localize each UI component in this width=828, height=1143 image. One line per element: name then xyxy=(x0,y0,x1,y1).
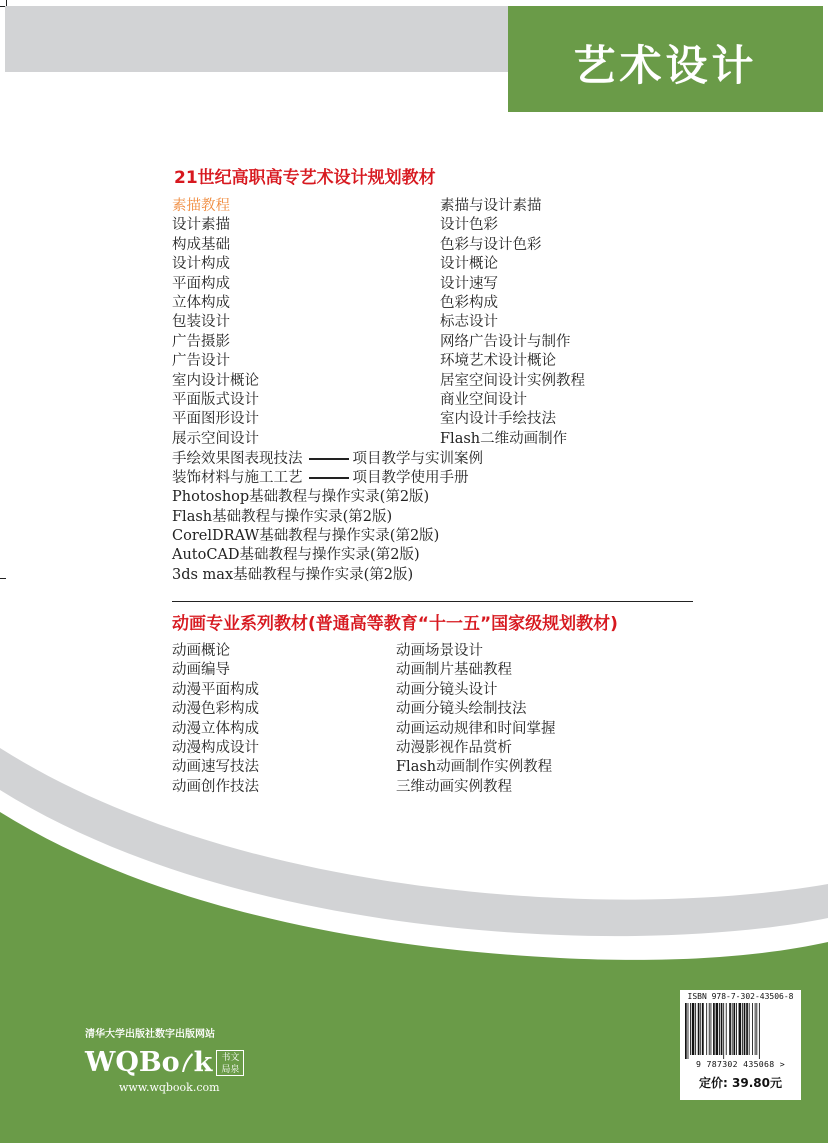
wqbook-logo-text: WQBo xyxy=(85,1047,180,1078)
book-item-wide: 3ds max基础教程与操作实录(第2版) xyxy=(172,567,414,583)
barcode-bar xyxy=(695,1003,696,1055)
book-title: 装饰材料与施工工艺 xyxy=(172,470,303,486)
book-item: 素描与设计素描 xyxy=(440,198,542,214)
book-item: 立体构成 xyxy=(172,294,230,311)
barcode-bar xyxy=(744,1003,746,1055)
book-item: 设计概论 xyxy=(440,256,498,273)
book-item-wide: Photoshop基础教程与操作实录(第2版) xyxy=(172,489,430,505)
publisher-logo xyxy=(85,1028,275,1095)
book-item: 动画运动规律和时间掌握 xyxy=(396,720,556,737)
barcode-bar xyxy=(726,1003,727,1055)
barcode-bar xyxy=(700,1003,701,1055)
cover-title: 艺术设计 xyxy=(573,41,758,90)
book-item: 动漫平面构成 xyxy=(172,681,259,698)
barcode-bar xyxy=(709,1003,710,1055)
book-item: 设计速写 xyxy=(440,275,498,292)
barcode-bar xyxy=(723,1003,724,1059)
barcode-bar xyxy=(721,1003,723,1055)
barcode-bar xyxy=(706,1003,707,1055)
publisher-url[interactable]: www.wqbook.com xyxy=(119,1081,220,1094)
book-item: 动漫色彩构成 xyxy=(172,701,259,718)
barcode-bar xyxy=(692,1003,695,1055)
book-subtitle: 项目教学与实训案例 xyxy=(352,451,483,467)
barcode-bar xyxy=(713,1003,715,1055)
book-item: 三维动画实例教程 xyxy=(396,778,512,795)
book-item: 广告设计 xyxy=(172,353,230,370)
book-item: 商业空间设计 xyxy=(440,391,527,408)
barcode-bar xyxy=(719,1003,720,1055)
book-item: 标志设计 xyxy=(440,314,498,331)
publisher-name: 清华大学出版社数字出版网站 xyxy=(85,1029,215,1040)
isbn-text: ISBN 978-7-302-43506-8 xyxy=(687,992,794,1001)
price-label: 定价: 39.80元 xyxy=(699,1076,782,1090)
book-item: 网络广告设计与制作 xyxy=(440,333,571,350)
barcode-bar xyxy=(756,1003,757,1055)
book-item: Flash动画制作实例教程 xyxy=(396,759,553,776)
book-item: 展示空间设计 xyxy=(172,430,259,447)
wqbook-badge: 书文 局泉 xyxy=(216,1050,244,1076)
barcode-bar xyxy=(711,1003,712,1055)
book-item: 色彩与设计色彩 xyxy=(440,236,542,253)
book-item: 动画速写技法 xyxy=(172,759,259,776)
book-item: 平面图形设计 xyxy=(172,411,259,428)
barcode-bar xyxy=(755,1003,756,1055)
book-item: 平面构成 xyxy=(172,275,230,292)
book-item-wide: Flash基础教程与操作实录(第2版) xyxy=(172,509,393,525)
barcode-bar xyxy=(702,1003,704,1055)
book-item: 动画概论 xyxy=(172,643,230,659)
book-item: 构成基础 xyxy=(172,236,230,253)
book-item: 动漫立体构成 xyxy=(172,720,259,737)
wqbook-logo-suffix: k xyxy=(193,1047,213,1078)
book-item: Flash二维动画制作 xyxy=(440,430,568,447)
book-item: 设计素描 xyxy=(172,217,230,234)
wqbook-logo xyxy=(85,1048,275,1078)
barcode-bar xyxy=(690,1003,691,1055)
barcode-bar xyxy=(732,1003,733,1055)
barcode-bar xyxy=(739,1003,742,1055)
barcode-bar xyxy=(716,1003,719,1055)
book-item: 素描教程 xyxy=(172,198,230,214)
book-item: 广告摄影 xyxy=(172,333,230,350)
barcode-bar xyxy=(742,1003,743,1055)
book-item: 动画分镜头设计 xyxy=(396,681,498,698)
book-item: 动漫构成设计 xyxy=(172,739,259,756)
book-item: 动画创作技法 xyxy=(172,778,259,795)
book-item: 设计色彩 xyxy=(440,217,498,234)
book-item: 平面版式设计 xyxy=(172,391,259,408)
barcode-bar xyxy=(746,1003,748,1055)
quill-icon xyxy=(180,1052,194,1074)
book-item: 动画分镜头绘制技法 xyxy=(396,701,527,718)
book-item: 包装设计 xyxy=(172,314,230,331)
barcode-bar xyxy=(749,1003,750,1055)
barcode-digits: 9 787302 435068 > xyxy=(696,1059,785,1069)
book-item: 设计构成 xyxy=(172,256,230,273)
barcode-bar xyxy=(736,1003,737,1055)
barcode-bar xyxy=(752,1003,753,1055)
book-item: 室内设计概论 xyxy=(172,372,259,389)
barcode-bar xyxy=(759,1003,760,1059)
book-item: 室内设计手绘技法 xyxy=(440,411,556,428)
barcode-bar xyxy=(685,1003,687,1059)
book-item: 动漫影视作品赏析 xyxy=(396,739,512,756)
barcode-bar xyxy=(688,1003,689,1059)
book-item-wide: CorelDRAW基础教程与操作实录(第2版) xyxy=(172,528,440,544)
barcode-bar xyxy=(698,1003,700,1055)
book-item: 环境艺术设计概论 xyxy=(440,353,556,370)
book-item-wide: AutoCAD基础教程与操作实录(第2版) xyxy=(172,547,420,563)
series1-heading: 21世纪高职高专艺术设计规划教材 xyxy=(174,168,436,188)
book-item: 动画场景设计 xyxy=(396,643,483,659)
book-title: 手绘效果图表现技法 xyxy=(172,451,303,467)
barcode-bar xyxy=(733,1003,735,1055)
book-item: 动画制片基础教程 xyxy=(396,662,512,679)
book-item: 色彩构成 xyxy=(440,294,498,311)
barcode-bar xyxy=(729,1003,731,1055)
book-item: 居室空间设计实例教程 xyxy=(440,372,585,389)
barcode-icon xyxy=(683,1003,798,1059)
book-item: 动画编导 xyxy=(172,662,230,679)
series2-heading: 动画专业系列教材(普通高等教育“十一五”国家级规划教材) xyxy=(172,614,618,634)
barcode-panel xyxy=(680,990,801,1100)
book-subtitle: 项目教学使用手册 xyxy=(352,470,469,486)
